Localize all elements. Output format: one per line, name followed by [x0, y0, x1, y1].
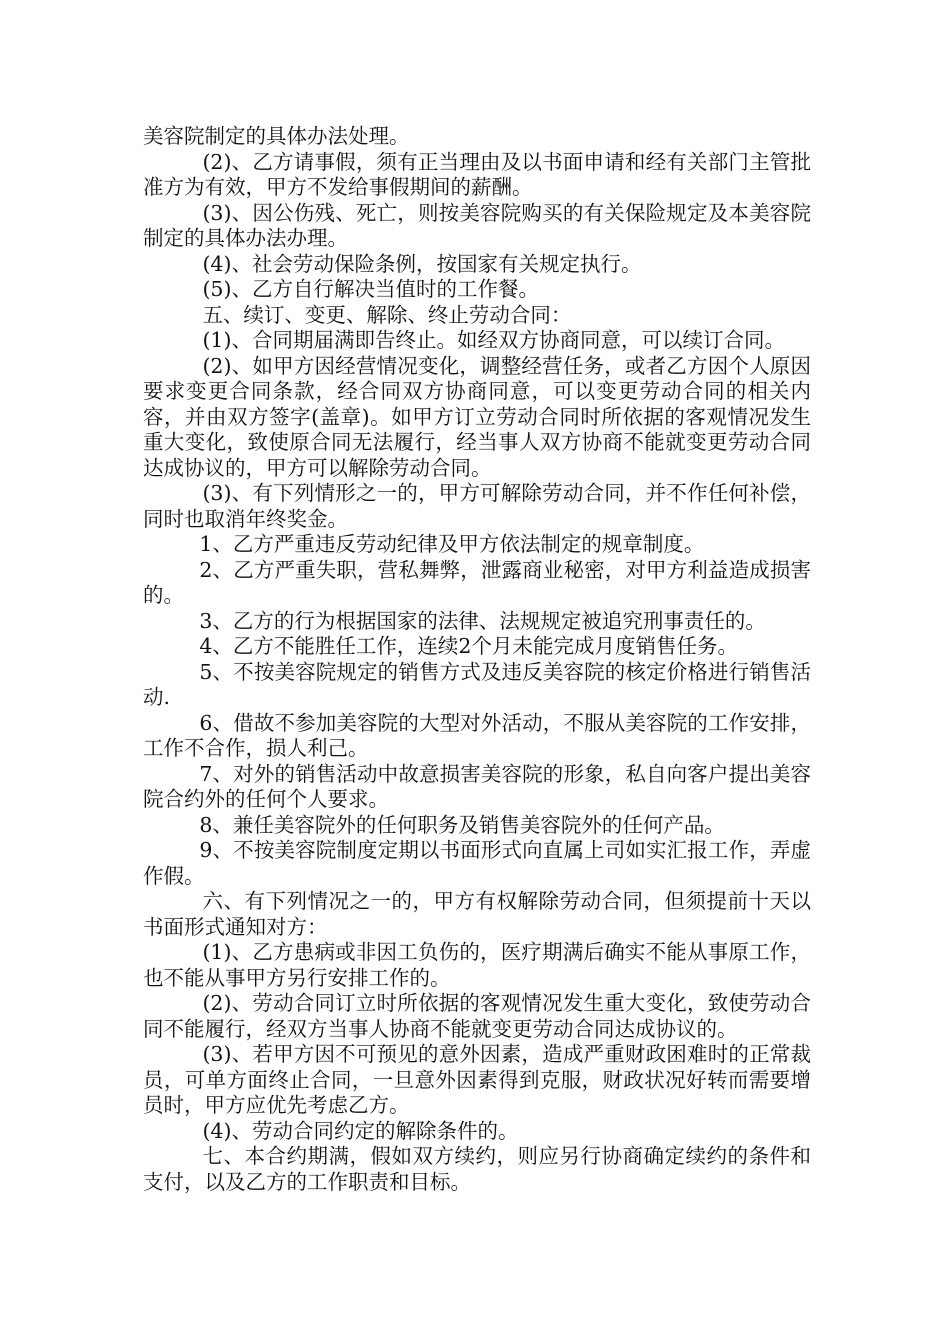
paragraph-circumstance-change: (2)、劳动合同订立时所依据的客观情况发生重大变化，致使劳动合同不能履行，经双方当事人协商不能就变更劳动合同达成协议的。: [143, 991, 811, 1041]
list-item-3: 3、乙方的行为根据国家的法律、法规规定被追究刑事责任的。: [199, 608, 766, 633]
list-item-9: 9、不按美容院制度定期以书面形式向直属上司如实汇报工作，弄虚作假。: [143, 838, 811, 888]
paragraph-social-insurance: (4)、社会劳动保险条例，按国家有关规定执行。: [202, 251, 642, 276]
paragraph-work-meal: (5)、乙方自行解决当值时的工作餐。: [202, 277, 539, 301]
paragraph-illness: (1)、乙方患病或非因工负伤的，医疗期满后确实不能从事原工作，也不能从事甲方另行安排工作的。: [143, 940, 811, 990]
section-heading-five: 五、续订、变更、解除、终止劳动合同：: [202, 302, 572, 327]
paragraph-agreed-conditions: (4)、劳动合同约定的解除条件的。: [202, 1118, 519, 1143]
list-item-7: 7、对外的销售活动中故意损害美容院的形象，私自向客户提出美容院合约外的任何个人要求。: [143, 761, 811, 811]
section-heading-seven: 七、本合约期满，假如双方续约，则应另行协商确定续约的条件和支付，以及乙方的工作职责和目标。: [143, 1144, 811, 1194]
list-item-5: 5、不按美容院规定的销售方式及违反美容院的核定价格进行销售活动.: [143, 659, 811, 709]
list-item-4: 4、乙方不能胜任工作，连续2个月未能完成月度销售任务。: [199, 634, 738, 658]
paragraph-personal-leave: (2)、乙方请事假，须有正当理由及以书面申请和经有关部门主管批准方为有效，甲方不发给事假期间的薪酬。: [143, 149, 811, 199]
paragraph-continuation: 美容院制定的具体办法处理。: [143, 124, 410, 148]
paragraph-contract-change: (2)、如甲方因经营情况变化，调整经营任务，或者乙方因个人原因要求变更合同条款，经合同双方协商同意，可以变更劳动合同的相关内容，并由双方签字(盖章)。如甲方订立劳动合同时所依据的客观情况发生重大变化，致使原合同无法履行，经当事人双方协商不能就变更劳动合同达成协议的，甲方可以解除劳动合同。: [143, 353, 811, 480]
paragraph-layoff: (3)、若甲方因不可预见的意外因素，造成严重财政困难时的正常裁员，可单方面终止合同，一旦意外因素得到克服，财政状况好转而需要增员时，甲方应优先考虑乙方。: [143, 1042, 811, 1117]
list-item-2: 2、乙方严重失职，营私舞弊，泄露商业秘密，对甲方利益造成损害的。: [143, 557, 811, 607]
list-item-1: 1、乙方严重违反劳动纪律及甲方依法制定的规章制度。: [199, 532, 705, 556]
paragraph-termination-conditions: (3)、有下列情形之一的，甲方可解除劳动合同，并不作任何补偿，同时也取消年终奖金。: [143, 481, 811, 531]
document-body: [143, 124, 811, 1195]
list-item-8: 8、兼任美容院外的任何职务及销售美容院外的任何产品。: [199, 812, 725, 837]
list-item-6: 6、借故不参加美容院的大型对外活动，不服从美容院的工作安排，工作不合作，损人利己。: [143, 710, 811, 760]
section-heading-six: 六、有下列情况之一的，甲方有权解除劳动合同，但须提前十天以书面形式通知对方：: [143, 889, 811, 939]
paragraph-work-injury: (3)、因公伤残、死亡，则按美容院购买的有关保险规定及本美容院制定的具体办法办理。: [143, 200, 811, 250]
paragraph-contract-expiry: (1)、合同期届满即告终止。如经双方协商同意，可以续订合同。: [202, 328, 785, 352]
